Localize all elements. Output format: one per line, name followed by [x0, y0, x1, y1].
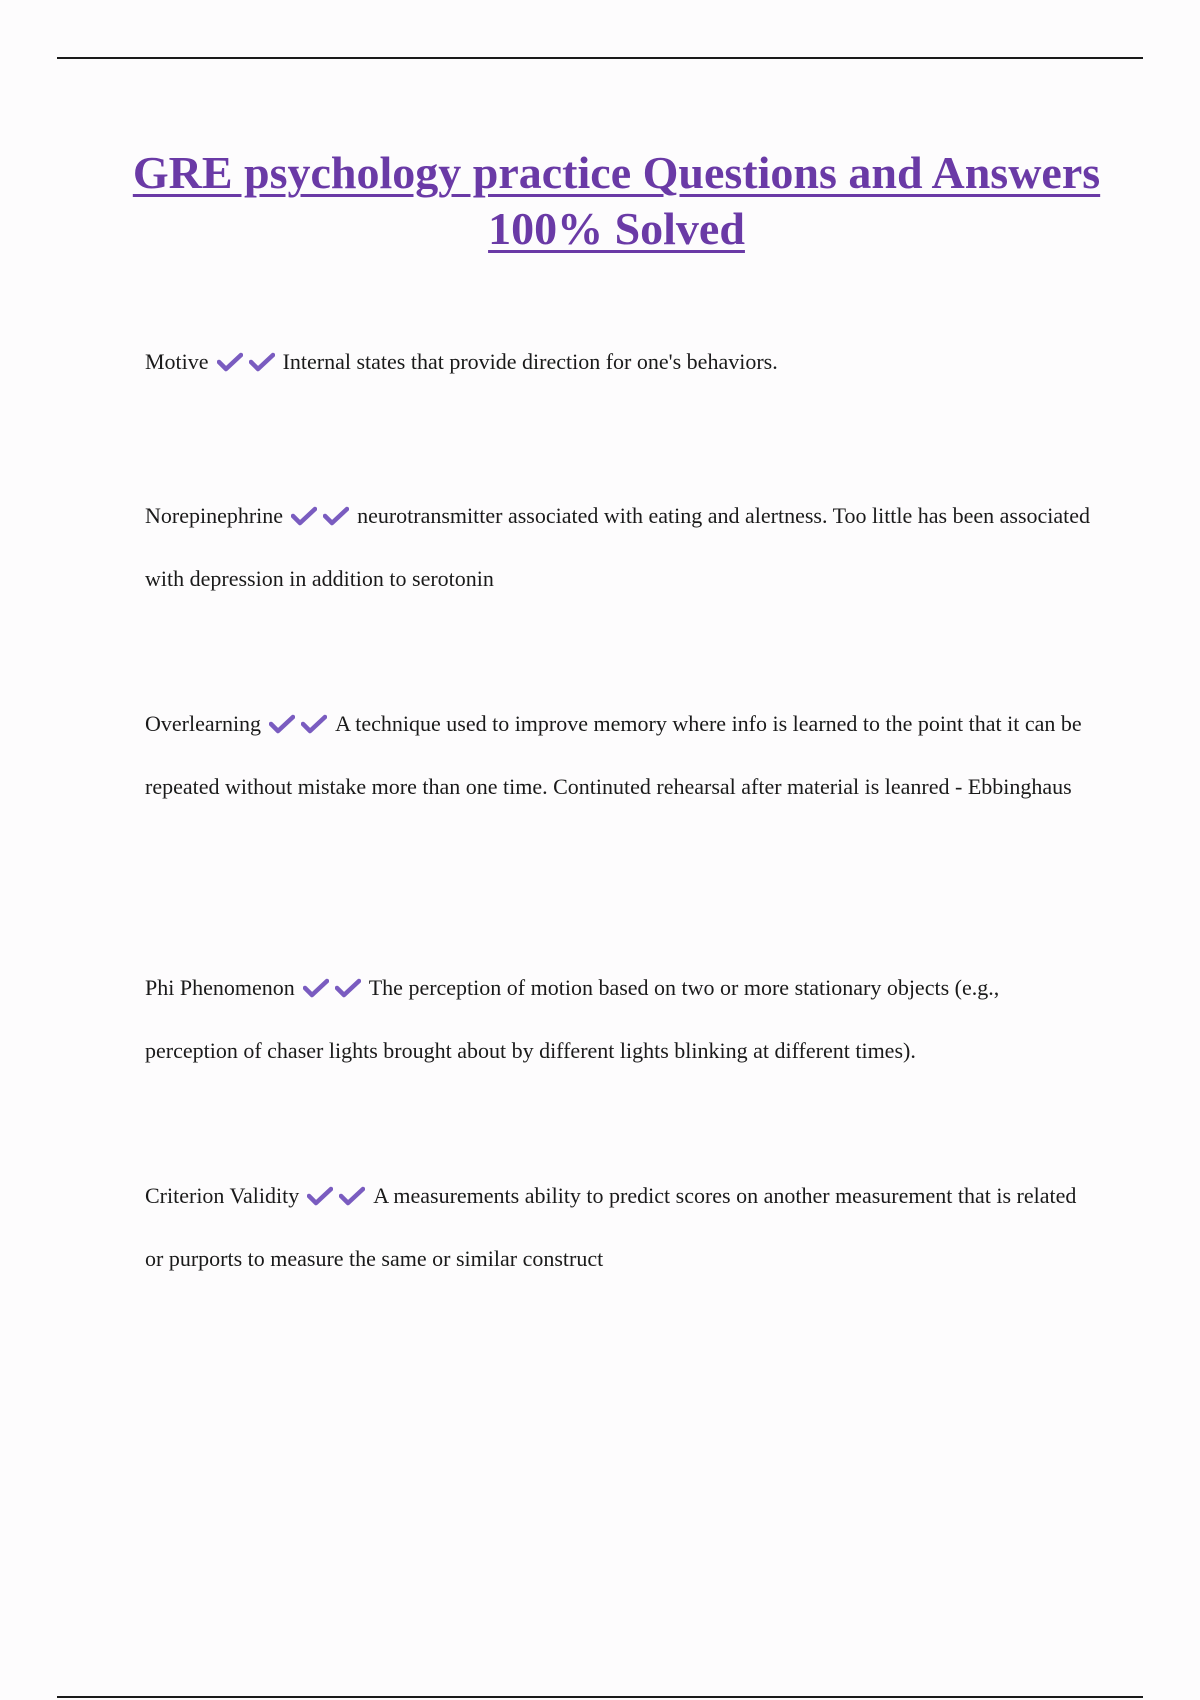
entry-definition: Internal states that provide direction for one's behaviors.	[282, 349, 778, 374]
entry-term: Motive	[145, 349, 209, 374]
entry-term: Overlearning	[145, 711, 262, 736]
entry-phi-phenomenon	[145, 958, 1095, 1081]
entry-criterion-validity	[145, 1166, 1095, 1289]
entry-norepinephrine	[145, 486, 1095, 609]
check-icon	[249, 352, 275, 372]
double-check-icon	[303, 961, 367, 1021]
entry-definition: neurotransmitter associated with eating and alertness. Too little has been associated with depression in addition to serotonin	[145, 503, 1091, 591]
entry-term: Criterion Validity	[145, 1183, 300, 1208]
double-check-icon	[291, 489, 355, 549]
check-icon	[269, 714, 295, 734]
double-check-icon	[269, 697, 333, 757]
entry-overlearning	[145, 694, 1095, 817]
check-icon	[217, 352, 243, 372]
entry-definition: A measurements ability to predict scores on another measurement that is related or purports to measure the same or similar construct	[145, 1183, 1077, 1271]
entry-definition: A technique used to improve memory where info is learned to the point that it can be repeated without mistake more than one time. Continuted rehearsal after material is leanred - Ebbinghaus	[145, 711, 1082, 799]
check-icon	[335, 978, 361, 998]
check-icon	[291, 506, 317, 526]
entry-term: Phi Phenomenon	[145, 975, 295, 1000]
check-icon	[303, 978, 329, 998]
double-check-icon	[217, 335, 281, 395]
bottom-rule	[57, 1696, 1143, 1698]
page-title: GRE psychology practice Questions and Answers 100% Solved	[132, 147, 1101, 254]
top-rule	[57, 57, 1143, 59]
entry-definition: The perception of motion based on two or more stationary objects (e.g., perception of chaser lights brought about by different lights blinking at different times).	[145, 975, 1000, 1063]
check-icon	[301, 714, 327, 734]
entry-motive	[145, 332, 1095, 395]
double-check-icon	[307, 1169, 371, 1229]
check-icon	[339, 1186, 365, 1206]
entry-term: Norepinephrine	[145, 503, 284, 528]
check-icon	[307, 1186, 333, 1206]
check-icon	[323, 506, 349, 526]
